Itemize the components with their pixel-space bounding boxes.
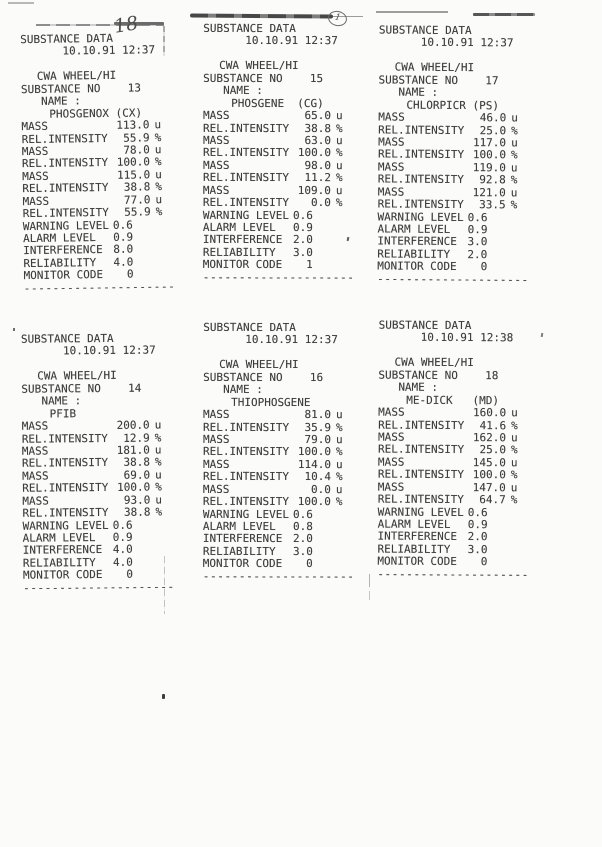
substance-no-value: 18 xyxy=(485,368,499,382)
rel-intensity-value: 100.0 xyxy=(472,468,506,482)
rel-intensity-unit: % xyxy=(335,196,343,210)
rel-intensity-label: REL.INTENSITY xyxy=(203,121,290,135)
mass-value: 109.0 xyxy=(297,183,331,197)
mass-value: 79.0 xyxy=(304,432,332,447)
substance-record-18 xyxy=(377,320,538,582)
rel-intensity-label: REL.INTENSITY xyxy=(22,181,109,196)
mass-value: 113.0 xyxy=(116,118,150,132)
mass-value: 0.0 xyxy=(311,482,331,496)
warning-level-label: WARNING LEVEL xyxy=(377,505,464,519)
rel-intensity-unit: % xyxy=(154,155,162,169)
substance-no-label: SUBSTANCE NO xyxy=(21,381,101,396)
monitor-code-value: 0 xyxy=(126,568,134,582)
monitor-code-row xyxy=(377,261,537,275)
substance-record-17 xyxy=(377,24,539,286)
monitor-code-label: MONITOR CODE xyxy=(22,568,103,583)
rel-intensity-label: REL.INTENSITY xyxy=(202,171,290,185)
paper-edge-strip2-right-tick2 xyxy=(369,591,370,600)
substance-no-label: SUBSTANCE NO xyxy=(203,71,283,85)
rel-intensity-value: 100.0 xyxy=(472,148,507,162)
mass-value: 181.0 xyxy=(116,443,150,457)
alarm-level-value: 0.9 xyxy=(467,518,488,532)
rel-intensity-row xyxy=(203,496,363,509)
record-title: SUBSTANCE DATA xyxy=(203,320,296,335)
rel-intensity-unit: % xyxy=(155,205,163,219)
record-title: SUBSTANCE DATA xyxy=(378,23,472,38)
alarm-level-value: 0.8 xyxy=(292,520,313,534)
substance-no-row xyxy=(203,372,363,385)
interference-label: INTERFERENCE xyxy=(23,243,103,258)
rel-intensity-unit: % xyxy=(336,121,343,135)
mass-unit: u xyxy=(511,431,518,445)
substance-no-label: SUBSTANCE NO xyxy=(378,73,459,87)
record-separator: --------------------- xyxy=(202,569,355,583)
substance-name: PHOSGENOX (CX) xyxy=(49,106,143,121)
rel-intensity-unit: % xyxy=(154,455,162,469)
mass-label: MASS xyxy=(377,160,405,174)
mass-unit: u xyxy=(335,457,343,471)
mass-unit: u xyxy=(336,433,343,447)
mass-label: MASS xyxy=(377,480,405,494)
mass-unit: u xyxy=(155,167,162,182)
alarm-level-label: ALARM LEVEL xyxy=(22,231,96,246)
monitor-code-row xyxy=(203,259,363,272)
mass-value: 162.0 xyxy=(472,431,507,445)
rel-intensity-label: REL.INTENSITY xyxy=(202,146,290,160)
record-datetime: 10.10.91 12:37 xyxy=(245,333,338,347)
rel-intensity-unit: % xyxy=(154,430,162,445)
reliability-label: RELIABILITY xyxy=(377,542,451,556)
monitor-code-value: 0 xyxy=(306,557,313,571)
warning-level-label: WARNING LEVEL xyxy=(202,208,289,222)
reliability-value: 3.0 xyxy=(292,544,313,558)
mass-unit: u xyxy=(511,111,518,125)
alarm-level-label: ALARM LEVEL xyxy=(202,519,276,533)
mass-unit: u xyxy=(511,406,518,420)
name-label: NAME : xyxy=(223,383,263,397)
mass-unit: u xyxy=(154,118,162,132)
rel-intensity-value: 0.0 xyxy=(311,196,331,210)
record-separator: --------------------- xyxy=(23,580,175,595)
mass-label: MASS xyxy=(202,457,230,471)
rel-intensity-label: REL.INTENSITY xyxy=(22,481,109,495)
mass-label: MASS xyxy=(203,407,230,421)
mass-label: MASS xyxy=(378,405,405,419)
substance-no-row xyxy=(378,369,538,382)
mass-unit: u xyxy=(335,482,343,496)
alarm-level-value: 0.9 xyxy=(292,221,313,235)
rel-intensity-label: REL.INTENSITY xyxy=(22,506,109,520)
paper-edge-strip2-right-tick1 xyxy=(369,574,370,587)
mass-unit: u xyxy=(155,468,162,482)
mass-label: MASS xyxy=(202,482,230,496)
mass-label: MASS xyxy=(22,169,49,183)
device-name: CWA WHEEL/HI xyxy=(37,369,117,383)
name-label: NAME : xyxy=(41,94,81,109)
reliability-value: 3.0 xyxy=(292,245,313,259)
record-title: SUBSTANCE DATA xyxy=(20,31,114,47)
reliability-value: 4.0 xyxy=(112,555,133,569)
record-title: SUBSTANCE DATA xyxy=(378,318,472,333)
mass-value: 147.0 xyxy=(472,480,506,494)
interference-value: 2.0 xyxy=(467,530,488,544)
substance-no-row xyxy=(21,82,181,97)
mass-label: MASS xyxy=(21,444,49,458)
mass-label: MASS xyxy=(202,183,230,197)
warning-level-label: WARNING LEVEL xyxy=(22,218,110,233)
warning-level-value: 0.6 xyxy=(467,505,488,519)
record-datetime: 10.10.91 12:37 xyxy=(62,343,156,358)
name-label: NAME : xyxy=(398,85,439,100)
scan-speck-2 xyxy=(13,328,15,331)
rel-intensity-value: 10.4 xyxy=(304,470,331,484)
mass-value: 93.0 xyxy=(123,493,151,507)
mass-label: MASS xyxy=(21,144,49,159)
rel-intensity-unit: % xyxy=(510,173,518,187)
interference-label: INTERFERENCE xyxy=(202,532,283,546)
rel-intensity-label: REL.INTENSITY xyxy=(378,122,465,137)
alarm-level-label: ALARM LEVEL xyxy=(377,222,451,236)
mass-label: MASS xyxy=(378,135,405,149)
warning-level-value: 0.6 xyxy=(293,208,313,222)
interference-label: INTERFERENCE xyxy=(202,233,283,247)
substance-no-value: 14 xyxy=(128,381,142,395)
warning-level-value: 0.6 xyxy=(467,210,488,224)
paper-edge-strip3-top-left xyxy=(376,11,448,13)
rel-intensity-unit: % xyxy=(510,443,518,457)
rel-intensity-label: REL.INTENSITY xyxy=(202,445,290,459)
mass-value: 98.0 xyxy=(304,158,331,172)
rel-intensity-value: 38.8 xyxy=(123,455,151,470)
device-name: CWA WHEEL/HI xyxy=(394,60,475,75)
rel-intensity-unit: % xyxy=(154,130,162,144)
interference-value: 3.0 xyxy=(467,235,488,249)
mass-label: MASS xyxy=(203,432,230,446)
rel-intensity-unit: % xyxy=(510,198,518,212)
rel-intensity-value: 41.6 xyxy=(479,418,507,432)
mass-value: 81.0 xyxy=(304,408,332,422)
monitor-code-row xyxy=(203,558,363,571)
interference-value: 2.0 xyxy=(292,233,313,247)
paper-edge-strip3-top-right xyxy=(473,13,535,16)
mass-unit: u xyxy=(155,493,162,507)
rel-intensity-unit: % xyxy=(335,445,343,459)
rel-intensity-unit: % xyxy=(335,495,343,509)
substance-name: ME-DICK (MD) xyxy=(406,393,500,407)
reliability-label: RELIABILITY xyxy=(202,544,276,558)
rel-intensity-label: REL.INTENSITY xyxy=(21,131,108,146)
rel-intensity-value: 25.0 xyxy=(479,123,507,137)
record-datetime: 10.10.91 12:37 xyxy=(420,36,514,50)
rel-intensity-value: 92.8 xyxy=(479,173,506,187)
record-datetime: 10.10.91 12:38 xyxy=(420,331,514,345)
monitor-code-label: MONITOR CODE xyxy=(202,258,283,272)
reliability-label: RELIABILITY xyxy=(23,255,97,270)
mass-unit: u xyxy=(335,158,343,172)
rel-intensity-value: 35.9 xyxy=(304,420,332,434)
record-separator: --------------------- xyxy=(202,270,355,284)
substance-no-label: SUBSTANCE NO xyxy=(378,368,458,382)
record-title: SUBSTANCE DATA xyxy=(20,331,114,346)
mass-unit: u xyxy=(511,136,518,150)
interference-value: 4.0 xyxy=(112,543,133,557)
mass-label: MASS xyxy=(22,494,49,508)
reliability-label: RELIABILITY xyxy=(22,555,96,570)
mass-label: MASS xyxy=(202,158,230,172)
interference-label: INTERFERENCE xyxy=(377,530,458,544)
handwritten-page-number: 18 xyxy=(112,12,140,38)
record-separator: --------------------- xyxy=(23,279,176,295)
rel-intensity-label: REL.INTENSITY xyxy=(377,172,464,187)
scan-speck-3 xyxy=(541,333,544,337)
monitor-code-value: 1 xyxy=(306,258,313,272)
interference-label: INTERFERENCE xyxy=(377,234,457,249)
rel-intensity-label: REL.INTENSITY xyxy=(203,420,290,434)
rel-intensity-label: REL.INTENSITY xyxy=(202,195,290,210)
monitor-code-row xyxy=(23,569,183,583)
device-name: CWA WHEEL/HI xyxy=(394,355,474,370)
monitor-code-value: 0 xyxy=(480,555,488,569)
mass-value: 160.0 xyxy=(473,406,507,420)
alarm-level-label: ALARM LEVEL xyxy=(22,531,96,545)
mass-unit: u xyxy=(336,408,343,422)
record-title: SUBSTANCE DATA xyxy=(203,21,296,36)
mass-value: 114.0 xyxy=(297,457,331,471)
rel-intensity-label: REL.INTENSITY xyxy=(21,431,108,446)
device-name: CWA WHEEL/HI xyxy=(219,358,299,372)
substance-no-value: 16 xyxy=(309,370,324,384)
interference-label: INTERFERENCE xyxy=(22,543,103,558)
substance-no-row xyxy=(21,382,181,396)
rel-intensity-label: REL.INTENSITY xyxy=(377,492,464,507)
alarm-level-value: 0.9 xyxy=(112,530,133,544)
rel-intensity-value: 55.9 xyxy=(124,205,151,219)
mass-value: 117.0 xyxy=(472,136,507,150)
substance-no-label: SUBSTANCE NO xyxy=(203,370,283,384)
substance-no-row xyxy=(378,74,538,88)
mass-value: 77.0 xyxy=(123,193,151,207)
mass-unit: u xyxy=(154,418,162,432)
monitor-code-label: MONITOR CODE xyxy=(377,554,457,569)
monitor-code-value: 0 xyxy=(480,260,488,274)
substance-record-15 xyxy=(203,23,363,284)
rel-intensity-label: REL.INTENSITY xyxy=(377,197,464,212)
rel-intensity-value: 100.0 xyxy=(297,445,332,459)
monitor-code-value: 0 xyxy=(126,267,134,281)
rel-intensity-label: REL.INTENSITY xyxy=(377,147,465,162)
reliability-label: RELIABILITY xyxy=(202,245,276,259)
rel-intensity-value: 100.0 xyxy=(297,146,332,160)
substance-no-value: 13 xyxy=(127,81,142,95)
rel-intensity-value: 100.0 xyxy=(116,155,151,170)
rel-intensity-label: REL.INTENSITY xyxy=(21,456,109,471)
alarm-level-value: 0.9 xyxy=(467,223,488,237)
mass-unit: u xyxy=(510,161,518,175)
reliability-value: 4.0 xyxy=(113,255,134,269)
record-datetime: 10.10.91 12:37 xyxy=(245,34,338,48)
monitor-code-label: MONITOR CODE xyxy=(377,259,457,274)
mass-value: 46.0 xyxy=(479,111,507,125)
mass-unit: u xyxy=(335,183,343,197)
rel-intensity-unit: % xyxy=(335,470,343,484)
substance-record-13 xyxy=(20,32,184,295)
substance-no-value: 17 xyxy=(485,73,499,88)
rel-intensity-unit: % xyxy=(155,480,162,494)
substance-no-value: 15 xyxy=(309,71,324,85)
mass-value: 200.0 xyxy=(116,418,150,432)
interference-value: 8.0 xyxy=(113,243,134,257)
warning-level-value: 0.6 xyxy=(112,518,133,532)
rel-intensity-unit: % xyxy=(155,180,163,194)
rel-intensity-unit: % xyxy=(510,468,518,482)
mass-label: MASS xyxy=(203,133,230,147)
mass-value: 78.0 xyxy=(123,143,150,157)
rel-intensity-unit: % xyxy=(335,171,343,185)
mass-label: MASS xyxy=(378,430,405,444)
rel-intensity-value: 38.8 xyxy=(304,121,332,135)
mass-label: MASS xyxy=(22,194,50,208)
mass-unit: u xyxy=(336,134,343,148)
reliability-value: 3.0 xyxy=(467,542,488,557)
mass-value: 115.0 xyxy=(116,168,151,182)
rel-intensity-value: 100.0 xyxy=(297,495,331,509)
monitor-code-label: MONITOR CODE xyxy=(23,268,104,283)
paper-edge-top-left xyxy=(8,2,34,4)
handwritten-circled-number: 1 xyxy=(327,9,349,28)
mass-unit: u xyxy=(154,143,162,157)
mass-label: MASS xyxy=(21,419,49,433)
mass-value: 69.0 xyxy=(123,468,151,482)
mass-unit: u xyxy=(510,480,518,494)
alarm-level-label: ALARM LEVEL xyxy=(202,220,276,234)
device-name: CWA WHEEL/HI xyxy=(219,59,299,73)
rel-intensity-value: 55.9 xyxy=(123,130,150,145)
mass-row xyxy=(203,110,363,123)
name-label: NAME : xyxy=(41,394,82,408)
rel-intensity-label: REL.INTENSITY xyxy=(378,418,465,432)
alarm-level-label: ALARM LEVEL xyxy=(377,517,451,531)
reliability-value: 2.0 xyxy=(467,247,488,262)
rel-intensity-value: 25.0 xyxy=(479,443,507,457)
rel-intensity-unit: % xyxy=(510,493,518,507)
rel-intensity-row xyxy=(203,197,363,210)
scan-speck-dot xyxy=(162,694,165,699)
rel-intensity-label: REL.INTENSITY xyxy=(377,467,465,482)
rel-intensity-unit: % xyxy=(510,148,518,162)
warning-level-label: WARNING LEVEL xyxy=(202,507,289,521)
mass-label: MASS xyxy=(378,110,405,124)
rel-intensity-value: 33.5 xyxy=(479,198,506,212)
mass-unit: u xyxy=(510,456,518,470)
rel-intensity-label: REL.INTENSITY xyxy=(21,156,109,171)
mass-unit: u xyxy=(510,186,518,200)
record-datetime: 10.10.91 12:37 xyxy=(62,43,156,58)
mass-label: MASS xyxy=(203,108,230,122)
mass-value: 119.0 xyxy=(472,160,506,175)
mass-row xyxy=(203,409,363,422)
name-label: NAME : xyxy=(398,380,439,395)
mass-value: 63.0 xyxy=(304,133,332,148)
mass-unit: u xyxy=(155,192,163,206)
substance-name: PFIB xyxy=(49,406,77,421)
record-separator: --------------------- xyxy=(377,272,529,287)
substance-record-14 xyxy=(21,332,183,595)
warning-level-value: 0.6 xyxy=(112,218,133,232)
name-label: NAME : xyxy=(223,84,263,98)
warning-level-label: WARNING LEVEL xyxy=(22,518,109,533)
mass-label: MASS xyxy=(377,185,405,199)
device-name: CWA WHEEL/HI xyxy=(36,69,117,84)
substance-name: PHOSGENE (CG) xyxy=(231,96,324,110)
paper-edge-strip2-top xyxy=(190,14,333,19)
rel-intensity-value: 12.9 xyxy=(123,431,150,445)
mass-unit: u xyxy=(154,443,162,457)
monitor-code-label: MONITOR CODE xyxy=(202,557,283,571)
rel-intensity-unit: % xyxy=(511,123,518,137)
rel-intensity-unit: % xyxy=(155,505,163,519)
rel-intensity-value: 100.0 xyxy=(117,480,151,495)
mass-value: 121.0 xyxy=(472,185,506,200)
rel-intensity-label: REL.INTENSITY xyxy=(22,206,109,221)
substance-no-label: SUBSTANCE NO xyxy=(20,81,101,96)
mass-label: MASS xyxy=(22,469,49,483)
substance-name: THIOPHOSGENE xyxy=(231,395,311,409)
rel-intensity-value: 38.8 xyxy=(123,505,151,519)
mass-value: 65.0 xyxy=(304,109,332,123)
rel-intensity-label: REL.INTENSITY xyxy=(202,470,290,484)
reliability-label: RELIABILITY xyxy=(377,247,451,261)
rel-intensity-unit: % xyxy=(335,146,343,160)
warning-level-value: 0.6 xyxy=(293,507,313,521)
record-separator: --------------------- xyxy=(377,567,530,582)
interference-value: 2.0 xyxy=(292,532,313,546)
alarm-level-value: 0.9 xyxy=(113,230,134,244)
rel-intensity-unit: % xyxy=(336,420,343,434)
substance-no-row xyxy=(203,73,363,86)
monitor-code-row xyxy=(23,268,183,283)
rel-intensity-label: REL.INTENSITY xyxy=(377,442,465,457)
mass-label: MASS xyxy=(377,455,405,469)
rel-intensity-value: 11.2 xyxy=(304,171,331,185)
mass-unit: u xyxy=(336,109,343,123)
rel-intensity-label: REL.INTENSITY xyxy=(202,494,290,509)
mass-label: MASS xyxy=(21,119,49,134)
monitor-code-row xyxy=(377,556,537,569)
rel-intensity-value: 38.8 xyxy=(123,180,151,194)
mass-value: 145.0 xyxy=(472,455,506,470)
rel-intensity-unit: % xyxy=(511,418,518,432)
substance-record-16 xyxy=(203,322,363,583)
substance-name: CHLORPICR (PS) xyxy=(406,98,500,112)
rel-intensity-value: 64.7 xyxy=(479,493,506,507)
warning-level-label: WARNING LEVEL xyxy=(377,210,464,224)
